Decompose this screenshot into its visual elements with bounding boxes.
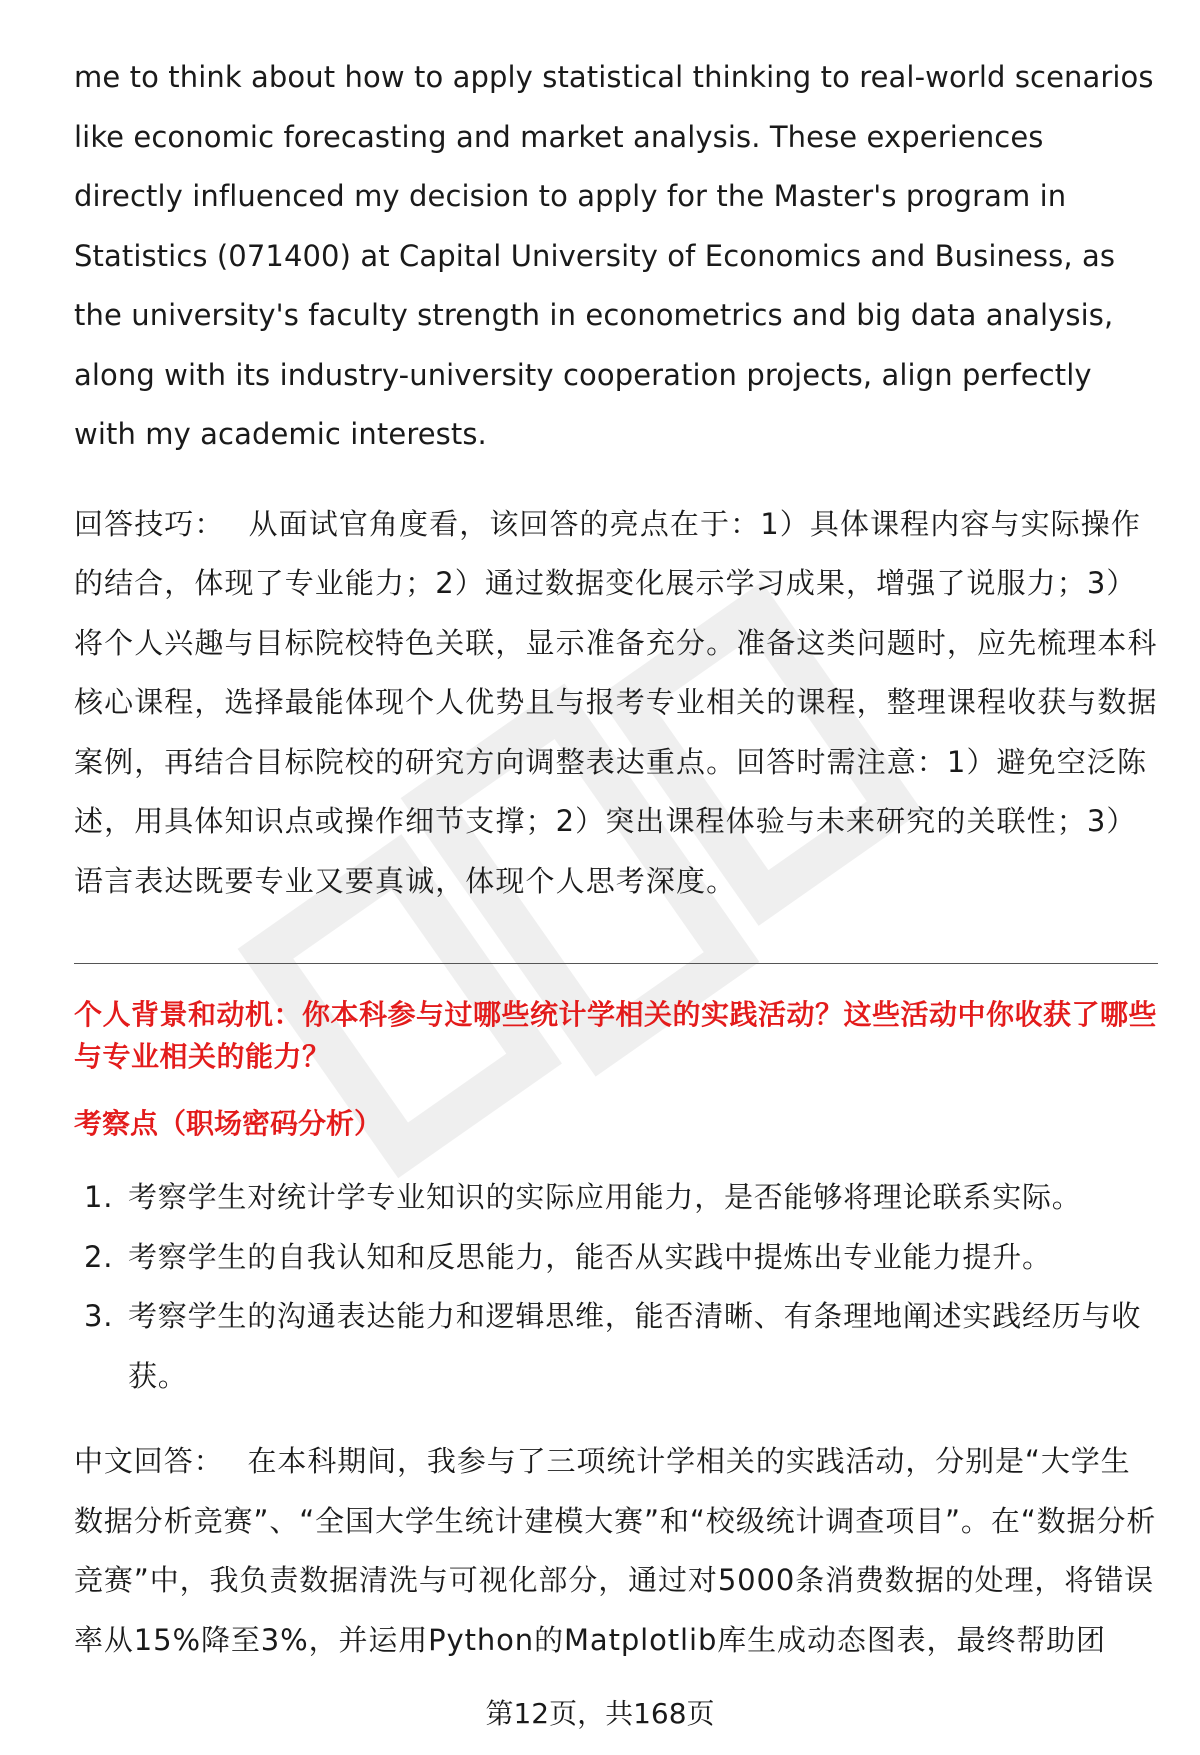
exam-points-heading: 考察点（职场密码分析） [74,1107,383,1140]
list-item-number: 2. [84,1239,114,1274]
list-item-number: 3. [84,1299,114,1333]
question-heading: 个人背景和动机：你本科参与过哪些统计学相关的实践活动？这些活动中你收获了哪些与专业相关的能力？ [74,998,1158,1073]
list-item-number: 1. [84,1180,114,1214]
list-item-text: 考察学生的沟通表达能力和逻辑思维，能否清晰、有条理地阐述实践经历与收获。 [128,1299,1142,1393]
exam-points-list [74,1168,1158,1406]
document-page [74,48,1158,1670]
list-item [74,1168,1158,1228]
tips-label: 回答技巧： [74,506,225,541]
list-item-text: 考察学生的自我认知和反思能力，能否从实践中提炼出专业能力提升。 [128,1239,1052,1274]
answer-text: 在本科期间，我参与了三项统计学相关的实践活动，分别是“大学生数据分析竞赛”、“全国大学生统计建模大赛”和“校级统计调查项目”。在“数据分析竞赛”中，我负责数据清洗与可视化部分，通过对5000条消费数据的处理，将错误率从15%降至3%，并运用Python的Matplotlib库生成动态图表，最终帮助团 [74,1444,1157,1657]
list-item [74,1287,1158,1406]
list-item [74,1228,1158,1288]
intro-paragraph: me to think about how to apply statistical thinking to real-world scenarios like economic forecasting and market analysis. These experiences directly influenced my decision to apply for the Master's program in Statistics (071400) at Capital University of Economics and Business, as the university's faculty strength in econometrics and big data analysis, along with its industry-university cooperation projects, align perfectly with my academic interests. [74,60,1154,451]
tips-text: 从面试官角度看，该回答的亮点在于：1）具体课程内容与实际操作的结合，体现了专业能力；2）通过数据变化展示学习成果，增强了说服力；3）将个人兴趣与目标院校特色关联，显示准备充分。准备这类问题时，应先梳理本科核心课程，选择最能体现个人优势且与报考专业相关的课程，整理课程收获与数据案例，再结合目标院校的研究方向调整表达重点。回答时需注意：1）避免空泛陈述，用具体知识点或操作细节支撑；2）突出课程体验与未来研究的关联性；3）语言表达既要专业又要真诚，体现个人思考深度。 [74,506,1158,898]
page-footer: 第12页，共168页 [485,1697,715,1730]
tips-paragraph [74,495,1158,912]
answer-label: 中文回答： [74,1444,224,1478]
section-divider [74,963,1158,964]
list-item-text: 考察学生对统计学专业知识的实际应用能力，是否能够将理论联系实际。 [128,1180,1082,1214]
answer-paragraph [74,1432,1158,1670]
